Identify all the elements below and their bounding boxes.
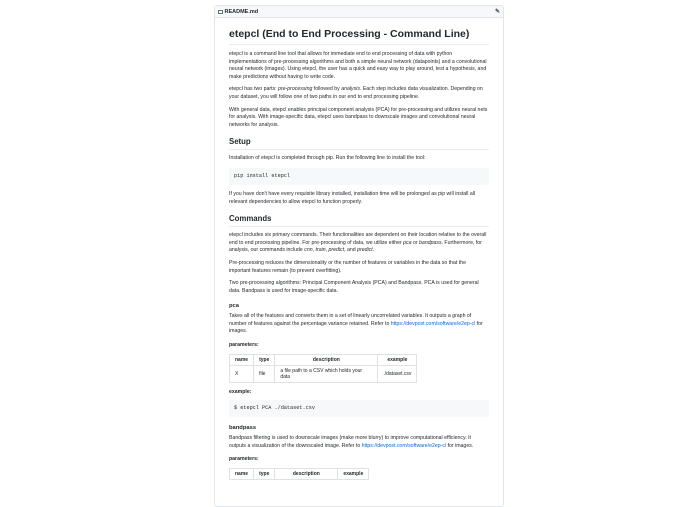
intro-paragraph-1: etepcl is a command line tool that allows for immediate end to end processing of data with python implementations of pre-processing algorithms and both a simple neural network (datapoints) and a convolutional neural network (images). Using etepcl, the user has a quick and easy way to play around, test a hypothesis, and make predictions without having to write code. (229, 51, 487, 80)
text: for images. (229, 320, 483, 335)
setup-heading: Setup (229, 137, 489, 150)
column-header: type (254, 469, 275, 480)
pca-example-code: $ etepcl PCA ./dataset.csv (229, 400, 489, 417)
page-title: etepcl (End to End Processing - Command Line) (229, 28, 489, 45)
text: for images. (446, 442, 474, 449)
table-cell: ./dataset.csv (378, 365, 417, 382)
bandpass-description (229, 435, 489, 450)
bandpass-heading: bandpass (229, 425, 257, 432)
pca-parameters-table (229, 354, 417, 383)
pca-devpost-link[interactable]: https://devpost.com/software/e2ep-cl (390, 320, 476, 327)
commands-paragraph-2: Pre-processing reduces the dimensionality or the number of features or variables in the data so that the important features remain (to prevent overfitting). (229, 259, 467, 274)
table-row (230, 365, 417, 382)
text: . (372, 247, 375, 254)
readme-header (215, 6, 503, 18)
column-header: type (254, 354, 275, 365)
text: or (411, 239, 420, 246)
column-header: name (230, 469, 254, 480)
table-cell: X (230, 365, 254, 382)
text: etepcl includes six primary commands. Their functionalities are dependent on their location relative to the overall end to end processing pipeline. For pre-processing of data, we utilize either (229, 232, 487, 246)
table-header-row (230, 354, 417, 365)
readme-filename: README.md (224, 8, 259, 15)
bandpass-parameters-label: parameters: (229, 456, 259, 463)
text: Takes all of the features and converts them in a set of linearly uncorrelated variables. It outputs a graph of number of features against the percentage variance retained. Refer to (229, 313, 472, 327)
intro-paragraph-2 (229, 86, 489, 101)
text: followed by (312, 86, 342, 93)
text: pca (403, 239, 412, 246)
commands-paragraph-1 (229, 232, 489, 255)
column-header: name (230, 354, 254, 365)
column-header: example (338, 469, 369, 480)
table-header-row (230, 469, 369, 480)
text: analysis (341, 86, 360, 93)
setup-paragraph-1: Installation of etepcl is completed through pip. Run the following line to install the tool: (229, 155, 426, 162)
bandpass-parameters-table (229, 468, 369, 480)
install-code-block: pip install etepcl (229, 168, 489, 185)
text: predict (328, 247, 345, 254)
column-header: description (275, 469, 338, 480)
pca-description (229, 313, 489, 336)
intro-paragraph-3: With general data, etepcl enables principal component analysis (PCA) for pre-processing and utilizes neural nets for analysis. With image-specific data, etepcl uses bandpass to downscale images and convolutional neural networks for analysis. (229, 106, 488, 128)
text: , (325, 247, 329, 254)
pca-parameters-label: parameters: (229, 342, 259, 349)
text: , (312, 247, 316, 254)
table-cell: a file path to a CSV which holds your data (275, 365, 378, 382)
column-header: description (275, 354, 378, 365)
text: Bandpass filtering is used to downscale images (make more blurry) to improve computational efficiency. It outputs a visualization of the downscaled image. Refer to (229, 435, 472, 449)
pencil-icon[interactable]: ✎ (494, 9, 500, 15)
book-icon (218, 10, 223, 14)
text: . Furthermore, for analysis, our commands include (229, 239, 482, 254)
commands-paragraph-3: Two pre-processing algorithms: Principal Component Analysis (PCA) and Bandpass. PCA is used for general data. Bandpass is used for image-specific data. (229, 280, 479, 294)
pca-example-label: example: (229, 388, 252, 395)
pca-heading: pca (229, 303, 239, 310)
table-cell: file (254, 365, 275, 382)
text: bandpass (419, 239, 442, 246)
text: etepcl has two parts: (229, 86, 279, 93)
readme-content (215, 18, 503, 480)
text: , and (344, 247, 358, 254)
text: train (315, 247, 326, 254)
readme-panel (214, 5, 504, 507)
setup-paragraph-2: If you have don't have every requisite library installed, installation time will be prolonged as pip will install all relevant dependencies to allow etepcl to function properly. (229, 190, 476, 205)
text: predict (357, 247, 373, 254)
column-header: example (378, 354, 417, 365)
text: . Each step includes data visualization. Depending on your dataset, you will follow one of two paths in our end to end processing pipeline. (229, 86, 483, 100)
text: cnn (304, 247, 313, 254)
commands-heading: Commands (229, 214, 489, 227)
text: pre-processing (278, 86, 313, 93)
bandpass-devpost-link[interactable]: https://devpost.com/software/e2ep-cl (361, 442, 447, 449)
